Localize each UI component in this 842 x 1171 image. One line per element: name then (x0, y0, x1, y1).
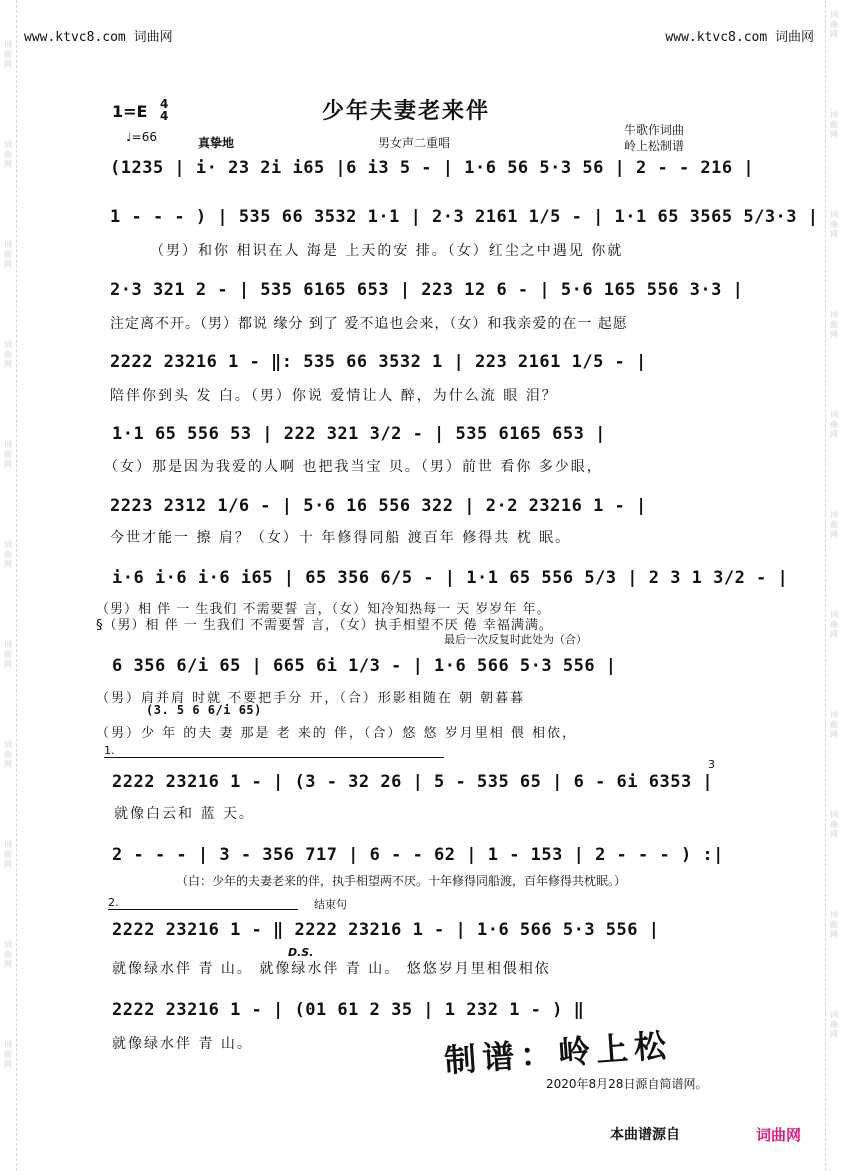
expression-marking: 真挚地 (198, 136, 235, 150)
watermark-text: 词曲网 (830, 810, 838, 839)
watermark-text: 词曲网 (830, 210, 838, 239)
arranger-signature: 制谱：岭上松 (443, 1026, 674, 1080)
site-link-left[interactable]: www.ktvc8.com 词曲网 (24, 30, 173, 45)
score-line-6-lyrics: 今世才能一 擦 肩？（女）十 年修得同船 渡百年 修得共 枕 眠。 (110, 530, 572, 546)
watermark-text: 词曲网 (830, 10, 838, 39)
score-line-3-lyrics: 注定离不开。（男）都说 缘分 到了 爱不追也会来，（女）和我亲爱的在一 起愿 (110, 316, 628, 332)
score-line-11-lyrics: 就像绿水伴 青 山。 就像绿水伴 青 山。 悠悠岁月里相偎相依 (112, 961, 551, 977)
score-line-7-lyrics: （男）相 伴 一 生我们 不需要誓 言，（女）知冷知热每一 天 岁岁年 年。 (96, 602, 551, 617)
watermark-text: 词曲网 (4, 440, 12, 469)
publish-date: 2020年8月28日源自简谱网。 (546, 1077, 708, 1091)
watermark-text: 词曲网 (4, 1040, 12, 1069)
score-line-3-notes: 2·3 321 2 - | 535 6165 653 | 223 12 6 - | 5·6 165 556 3·3 | (110, 280, 744, 300)
repeat-note: 最后一次反复时此处为（合） (444, 633, 587, 646)
voice-type: 男女声二重唱 (378, 136, 451, 150)
score-line-5-lyrics: （女）那是因为我爱的人啊 也把我当宝 贝。（男）前世 看你 多少眼， (104, 459, 603, 475)
time-signature-top: 4 (160, 97, 169, 111)
watermark-text: 词曲网 (4, 640, 12, 669)
watermark-text: 词曲网 (4, 140, 12, 169)
score-line-7-notes: i·6 i·6 i·6 i65 | 65 356 6/5 - | 1·1 65 556 5/3 | 2 3 1 3/2 - | (112, 568, 789, 588)
score-line-8-notes: 6 356 6/i 65 | 665 6i 1/3 - | 1·6 566 5·3 556 | (112, 656, 617, 676)
score-line-1-notes: (1235 | i· 23 2i i65 |6 i3 5 - | 1·6 56 5·3 56 | 2 - - 216 | (110, 158, 755, 178)
score-line-2-notes: 1 - - - ) | 535 66 3532 1·1 | 2·3 2161 1/5 - | 1·1 65 3565 5/3·3 | (110, 207, 819, 227)
watermark-text: 词曲网 (4, 240, 12, 269)
watermark-text: 词曲网 (830, 110, 838, 139)
tempo-marking: ♩=66 (126, 130, 157, 144)
score-line-11-notes: 2222 23216 1 - ‖ 2222 23216 1 - | 1·6 566 5·3 556 | (112, 920, 660, 940)
watermark-text: 词曲网 (830, 510, 838, 539)
score-line-7-lyrics-alt: §（男）相 伴 一 生我们 不需要誓 言，（女）执手相望不厌 倦 幸福满满。 (96, 618, 553, 633)
source-label: 本曲谱源自 (610, 1127, 680, 1143)
score-line-5-notes: 1·1 65 556 53 | 222 321 3/2 - | 535 6165 653 | (112, 424, 606, 444)
score-line-6-notes: 2223 2312 1/6 - | 5·6 16 556 322 | 2·2 23216 1 - | (110, 496, 647, 516)
watermark-text: 词曲网 (830, 310, 838, 339)
score-line-8-upper-notes: (3. 5 6 6/i 65) (146, 703, 262, 717)
score-line-10-lyrics: （白：少年的夫妻老来的伴，执手相望两不厌。十年修得同船渡，百年修得共枕眠。） (176, 874, 627, 888)
score-line-4-lyrics: 陪伴你到头 发 白。（男）你说 爱情让人 醉，为什么流 眼 泪？ (110, 388, 558, 404)
score-line-10-notes: 2 - - - | 3 - 356 717 | 6 - - 62 | 1 - 153 | 2 - - - ) :| (112, 845, 724, 865)
score-line-8-lyrics-alt: （男）少 年 的夫 妻 那是 老 来的 伴，（合）悠 悠 岁月里相 偎 相依， (96, 726, 577, 741)
key-signature: 1=E (112, 102, 148, 121)
watermark-text: 词曲网 (830, 610, 838, 639)
time-signature (160, 98, 168, 122)
watermark-text: 词曲网 (4, 540, 12, 569)
score-line-12-lyrics: 就像绿水伴 青 山。 (112, 1036, 253, 1052)
watermark-text: 词曲网 (830, 1010, 838, 1039)
ending-label: 结束句 (314, 898, 347, 911)
score-line-2-lyrics: （男）和你 相识在人 海是 上天的安 排。（女）红尘之中遇见 你就 (150, 243, 624, 259)
authors-credit: 牛歌作词曲 (624, 123, 685, 137)
watermark-text: 词曲网 (4, 840, 12, 869)
ds-marking: D.S. (288, 946, 314, 959)
score-line-4-notes: 2222 23216 1 - ‖: 535 66 3532 1 | 223 2161 1/5 - | (110, 352, 647, 372)
left-watermark-strip (0, 0, 17, 1171)
watermark-text: 词曲网 (830, 710, 838, 739)
score-line-9-lyrics: 就像白云和 蓝 天。 (114, 806, 255, 822)
watermark-text: 词曲网 (4, 340, 12, 369)
watermark-text: 词曲网 (4, 40, 12, 69)
watermark-text: 词曲网 (4, 940, 12, 969)
song-title: 少年夫妻老来伴 (322, 99, 491, 124)
site-link-right[interactable]: www.ktvc8.com 词曲网 (665, 30, 814, 45)
watermark-text: 词曲网 (830, 910, 838, 939)
volta-2: 2. (108, 896, 298, 910)
triplet-mark: 3 (708, 758, 715, 771)
score-line-8-lyrics: （男）肩并肩 时就 不要把手分 开，（合）形影相随在 朝 朝暮暮 (96, 691, 526, 706)
score-line-12-notes: 2222 23216 1 - | (01 61 2 35 | 1 232 1 - ) ‖ (112, 1000, 585, 1020)
volta-1: 1. (104, 744, 444, 758)
brand-logo[interactable]: 词曲网 (756, 1126, 802, 1144)
arranger-credit: 岭上松制谱 (624, 139, 685, 153)
score-line-9-notes: 2222 23216 1 - | (3 - 32 26 | 5 - 535 65 | 6 - 6i 6353 | (112, 772, 714, 792)
watermark-text: 词曲网 (830, 410, 838, 439)
watermark-text: 词曲网 (4, 740, 12, 769)
time-signature-bottom: 4 (160, 109, 169, 123)
right-watermark-strip (825, 0, 842, 1171)
